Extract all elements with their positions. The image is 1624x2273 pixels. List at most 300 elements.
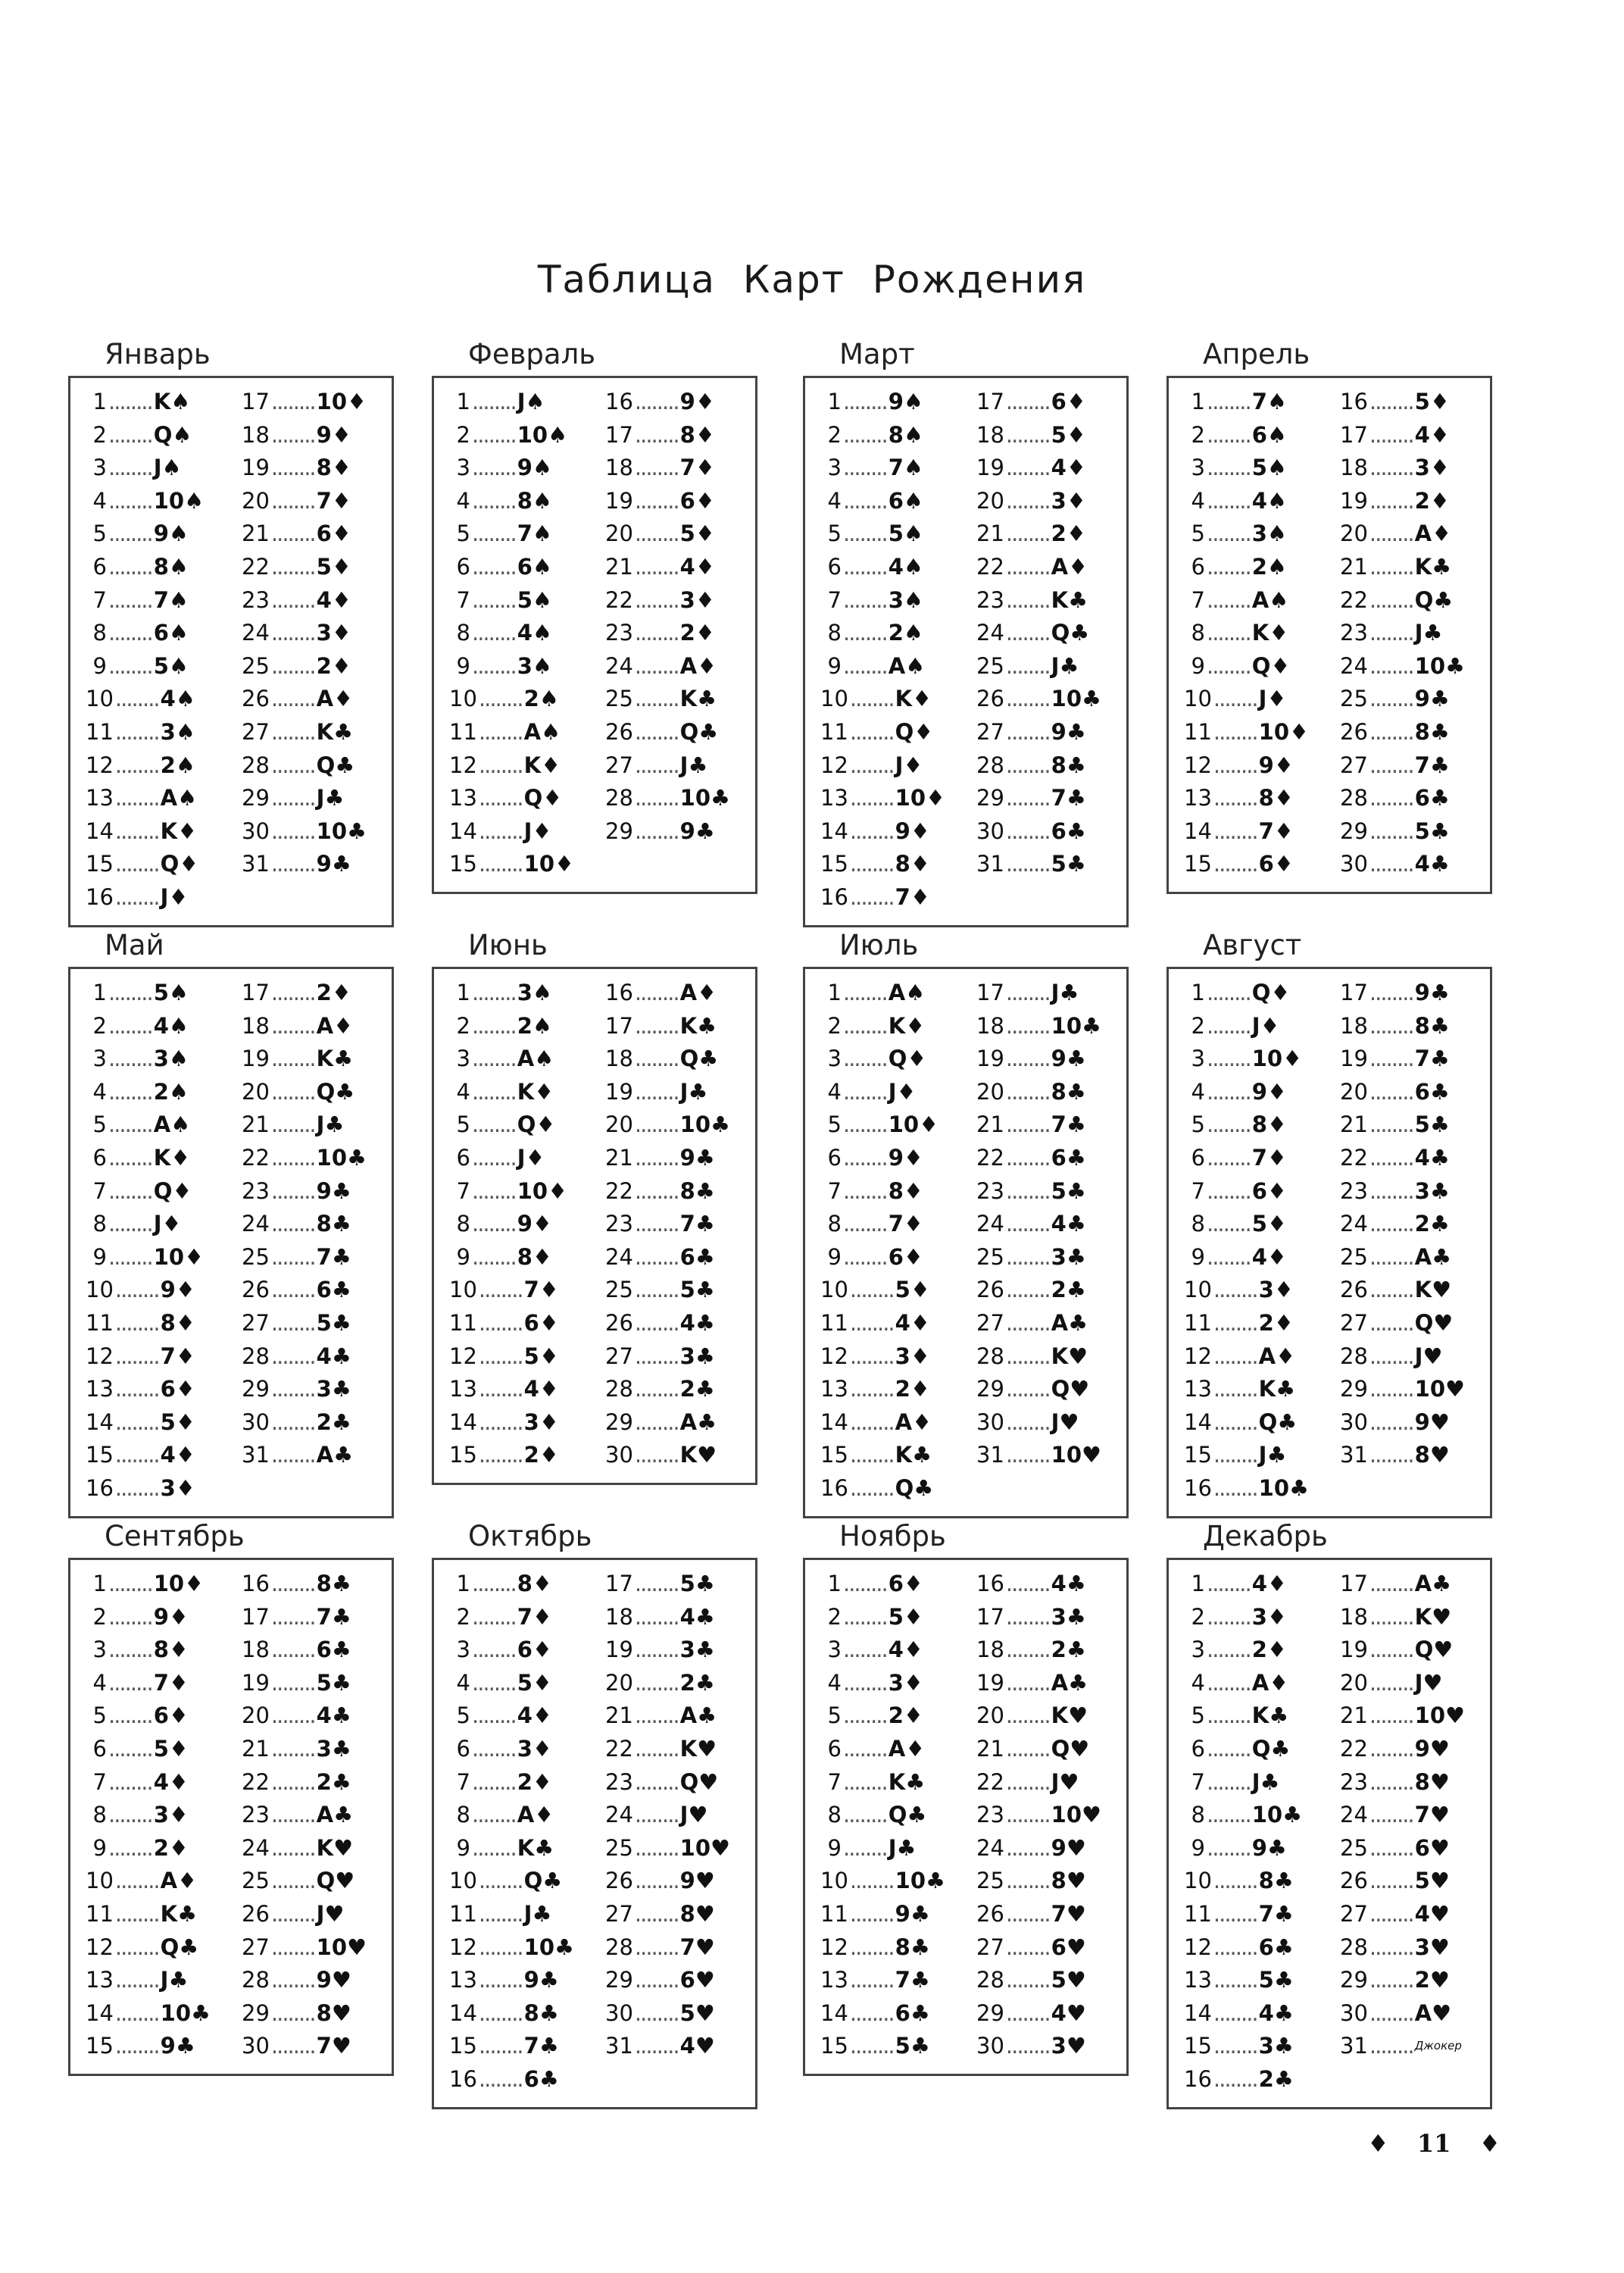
day-entry (820, 1373, 966, 1406)
day-number: 31 (242, 1442, 270, 1468)
leader-dots: ........ (1369, 818, 1413, 844)
birth-card: K♥ (1051, 1343, 1088, 1369)
day-number: 14 (1184, 1999, 1212, 2026)
day-entry (86, 1699, 231, 1733)
day-number: 26 (976, 1277, 1004, 1303)
leader-dots: ........ (270, 652, 315, 679)
day-entry (86, 716, 231, 749)
day-number: 24 (976, 1211, 1004, 1237)
day-entry (820, 1898, 966, 1931)
leader-dots: ........ (1369, 1571, 1413, 1596)
day-entry (449, 1241, 595, 1274)
leader-dots: ........ (1005, 1637, 1050, 1663)
day-entry (449, 1997, 595, 2031)
leader-dots: ........ (270, 1046, 315, 1072)
day-entry (86, 1601, 231, 1634)
day-number: 6 (827, 1144, 842, 1171)
month-label: Март (839, 338, 915, 370)
day-number: 15 (86, 1442, 114, 1468)
leader-dots: ........ (472, 1669, 516, 1696)
leader-dots: ........ (1369, 389, 1413, 414)
leader-dots: ........ (108, 620, 152, 646)
day-number: 21 (976, 1735, 1004, 1762)
birth-card: 9♦ (153, 1603, 189, 1630)
day-column (805, 386, 966, 915)
day-number: 20 (605, 1669, 633, 1696)
birth-card: 8♦ (153, 1637, 189, 1663)
day-number: 7 (92, 1768, 107, 1795)
day-entry (242, 2030, 392, 2063)
leader-dots: ........ (114, 1442, 159, 1468)
day-entry (820, 1733, 966, 1766)
day-number: 24 (1340, 652, 1368, 679)
day-entry (605, 1406, 755, 1440)
leader-dots: ........ (1369, 1177, 1413, 1204)
day-entry (820, 1832, 966, 1865)
day-entry (976, 517, 1126, 551)
leader-dots: ........ (1005, 1669, 1050, 1696)
birth-card: 7♣ (316, 1243, 351, 1270)
birth-card: 6♠ (888, 487, 923, 514)
leader-dots: ........ (270, 1999, 315, 2026)
day-entry (976, 1964, 1126, 1997)
day-entry (976, 1634, 1126, 1667)
birth-card: 5♦ (517, 1669, 552, 1696)
birth-card: 5♦ (1051, 421, 1086, 448)
day-number: 28 (976, 752, 1004, 778)
leader-dots: ........ (270, 1211, 315, 1237)
birth-card: 9♣ (316, 851, 351, 877)
leader-dots: ........ (108, 980, 152, 1005)
birth-card: 6♣ (1414, 785, 1450, 811)
birth-card: 8♣ (679, 1177, 715, 1204)
day-number: 2 (92, 1012, 107, 1039)
leader-dots: ........ (634, 1211, 679, 1237)
birth-card: J♥ (316, 1900, 345, 1927)
birth-card: K♣ (517, 1834, 554, 1861)
day-entry (1340, 815, 1490, 849)
day-number: 31 (242, 851, 270, 877)
day-number: 20 (242, 1078, 270, 1105)
birth-card: J♦ (523, 818, 552, 844)
birth-card: 9♣ (679, 1144, 715, 1171)
day-entry (242, 1010, 392, 1043)
leader-dots: ........ (114, 1900, 159, 1927)
leader-dots: ........ (849, 1934, 894, 1960)
day-entry (242, 782, 392, 815)
leader-dots: ........ (1369, 1934, 1413, 1960)
birth-card: 10♦ (1258, 718, 1310, 745)
day-number: 4 (456, 487, 470, 514)
birth-card: 9♣ (679, 818, 715, 844)
day-number: 26 (242, 1277, 270, 1303)
day-number: 9 (1191, 652, 1205, 679)
birth-card: 3♦ (895, 1343, 930, 1369)
day-entry (1340, 1043, 1490, 1076)
birth-card: 7♠ (153, 586, 189, 613)
leader-dots: ........ (270, 980, 315, 1005)
leader-dots: ........ (1005, 1111, 1050, 1138)
day-number: 9 (827, 652, 842, 679)
birth-card: 8♣ (1051, 1078, 1086, 1105)
day-number: 6 (1191, 553, 1205, 580)
birth-card: 6♣ (523, 2065, 559, 2092)
day-entry (820, 1241, 966, 1274)
day-entry (976, 1439, 1126, 1472)
birth-card: 9♦ (895, 818, 930, 844)
day-entry (242, 1997, 392, 2031)
day-entry (449, 1076, 595, 1109)
leader-dots: ........ (108, 1243, 152, 1270)
day-entry (449, 1340, 595, 1374)
leader-dots: ........ (1213, 686, 1257, 712)
birth-card: 2♠ (1251, 553, 1287, 580)
day-column (595, 386, 755, 881)
day-entry (86, 485, 231, 518)
day-entry (242, 1699, 392, 1733)
leader-dots: ........ (270, 851, 315, 877)
day-entry (242, 1142, 392, 1175)
leader-dots: ........ (634, 521, 679, 547)
day-entry (449, 584, 595, 617)
day-entry (976, 683, 1126, 716)
birth-card: K♦ (888, 1012, 926, 1039)
birth-card: 8♣ (316, 1211, 351, 1237)
day-entry (820, 1865, 966, 1898)
birth-card: 10♥ (1414, 1702, 1466, 1729)
leader-dots: ........ (1005, 818, 1050, 844)
day-number: 23 (1340, 620, 1368, 646)
day-entry (1340, 485, 1490, 518)
day-number: 21 (605, 1702, 633, 1729)
leader-dots: ........ (1369, 1277, 1413, 1303)
day-number: 16 (1184, 2065, 1212, 2092)
day-column (231, 977, 392, 1505)
leader-dots: ........ (849, 686, 894, 712)
leader-dots: ........ (1369, 718, 1413, 745)
day-entry (605, 716, 755, 749)
leader-dots: ........ (478, 1376, 523, 1402)
birth-card: 3♦ (888, 1669, 923, 1696)
birth-card: 8♦ (1258, 785, 1294, 811)
day-number: 12 (820, 1343, 848, 1369)
birth-card: J♣ (1258, 1442, 1287, 1468)
leader-dots: ........ (634, 1277, 679, 1303)
month-block (1166, 1515, 1492, 2109)
day-number: 2 (92, 421, 107, 448)
day-entry (820, 1667, 966, 1700)
day-number: 17 (1340, 980, 1368, 1005)
day-number: 29 (242, 785, 270, 811)
leader-dots: ........ (1005, 1309, 1050, 1336)
leader-dots: ........ (634, 421, 679, 448)
birth-card: Q♥ (1051, 1376, 1090, 1402)
day-number: 26 (1340, 1868, 1368, 1894)
birth-card: 4♣ (1051, 1571, 1086, 1596)
birth-card: A♦ (679, 652, 717, 679)
birth-card: 7♥ (1414, 1802, 1450, 1828)
day-number: 5 (92, 1111, 107, 1138)
leader-dots: ........ (114, 1376, 159, 1402)
day-number: 7 (92, 1177, 107, 1204)
day-entry (1184, 1898, 1329, 1931)
birth-card: 9♣ (1051, 1046, 1086, 1072)
day-number: 29 (976, 1376, 1004, 1402)
day-number: 15 (820, 2033, 848, 2059)
birth-card: K♦ (1251, 620, 1289, 646)
birth-card: Q♠ (153, 421, 192, 448)
day-entry (976, 1799, 1126, 1832)
birth-card: J♦ (517, 1144, 545, 1171)
leader-dots: ........ (108, 1111, 152, 1138)
leader-dots: ........ (1207, 1243, 1251, 1270)
day-number: 20 (976, 1702, 1004, 1729)
day-entry (1340, 1667, 1490, 1700)
birth-card: 3♦ (316, 620, 351, 646)
day-number: 2 (1191, 421, 1205, 448)
day-number: 28 (1340, 1343, 1368, 1369)
leader-dots: ........ (1005, 1702, 1050, 1729)
day-number: 19 (976, 1046, 1004, 1072)
birth-card: A♣ (1051, 1669, 1088, 1696)
day-entry (820, 1340, 966, 1374)
birth-card: 4♣ (316, 1343, 351, 1369)
birth-card: K♦ (523, 752, 561, 778)
leader-dots: ........ (1213, 1999, 1257, 2026)
day-number: 15 (449, 851, 477, 877)
day-column (595, 1568, 755, 2096)
leader-dots: ........ (270, 1078, 315, 1105)
day-entry (976, 716, 1126, 749)
leader-dots: ........ (270, 1900, 315, 1927)
month-table (432, 1558, 757, 2109)
leader-dots: ........ (1005, 586, 1050, 613)
birth-card: 6♠ (1251, 421, 1287, 448)
day-number: 23 (242, 586, 270, 613)
leader-dots: ........ (478, 1999, 523, 2026)
leader-dots: ........ (634, 1012, 679, 1039)
day-number: 19 (242, 455, 270, 481)
birth-card: 2♦ (1414, 487, 1450, 514)
day-entry (1184, 1142, 1329, 1175)
leader-dots: ........ (634, 1309, 679, 1336)
day-column (805, 1568, 966, 2063)
day-number: 17 (605, 1571, 633, 1596)
leader-dots: ........ (1005, 1277, 1050, 1303)
day-number: 13 (449, 1967, 477, 1993)
birth-card: 8♥ (1414, 1442, 1450, 1468)
birth-card: 10♣ (1051, 1012, 1102, 1039)
day-entry (449, 782, 595, 815)
day-number: 27 (1340, 1900, 1368, 1927)
birth-card: J♥ (1414, 1669, 1443, 1696)
page-number: 11 (1416, 2129, 1451, 2158)
birth-card: A♣ (679, 1409, 717, 1435)
birth-card: K♦ (895, 686, 932, 712)
birth-card: 4♣ (1051, 1211, 1086, 1237)
day-number: 15 (86, 851, 114, 877)
leader-dots: ........ (472, 1637, 516, 1663)
day-number: 13 (820, 1376, 848, 1402)
birth-card: 2♠ (523, 686, 559, 712)
day-number: 27 (1340, 1309, 1368, 1336)
day-entry (820, 517, 966, 551)
day-entry (976, 1931, 1126, 1965)
day-entry (605, 1699, 755, 1733)
day-number: 5 (1191, 521, 1205, 547)
day-entry (820, 2030, 966, 2063)
leader-dots: ........ (478, 785, 523, 811)
birth-card: 9♦ (316, 421, 351, 448)
day-number: 10 (820, 686, 848, 712)
day-column (1169, 386, 1329, 881)
birth-card: J♣ (316, 785, 345, 811)
leader-dots: ........ (1005, 1012, 1050, 1039)
day-entry (449, 1964, 595, 1997)
day-number: 3 (827, 1637, 842, 1663)
leader-dots: ........ (1207, 1177, 1251, 1204)
day-entry (605, 1043, 755, 1076)
leader-dots: ........ (472, 553, 516, 580)
birth-card: 2♦ (316, 652, 351, 679)
day-number: 9 (92, 652, 107, 679)
leader-dots: ........ (634, 1571, 679, 1596)
day-number: 21 (1340, 1111, 1368, 1138)
month-block (432, 924, 757, 1485)
day-number: 14 (86, 1409, 114, 1435)
leader-dots: ........ (1207, 1571, 1251, 1596)
day-number: 1 (456, 389, 470, 414)
day-number: 27 (1340, 752, 1368, 778)
day-entry (449, 1699, 595, 1733)
birth-card: 5♦ (1414, 389, 1450, 414)
birth-card: 4♥ (679, 2033, 715, 2059)
day-number: 25 (605, 1834, 633, 1861)
day-entry (86, 551, 231, 584)
day-number: 18 (1340, 455, 1368, 481)
leader-dots: ........ (849, 718, 894, 745)
day-number: 10 (449, 686, 477, 712)
leader-dots: ........ (1005, 686, 1050, 712)
day-entry (820, 848, 966, 881)
day-entry (820, 1439, 966, 1472)
day-entry (976, 1340, 1126, 1374)
day-entry (242, 749, 392, 783)
day-number: 18 (605, 1603, 633, 1630)
leader-dots: ........ (1005, 718, 1050, 745)
day-entry (1184, 1997, 1329, 2031)
day-entry (976, 782, 1126, 815)
leader-dots: ........ (478, 718, 523, 745)
day-entry (86, 584, 231, 617)
leader-dots: ........ (114, 851, 159, 877)
day-entry (449, 1766, 595, 1799)
birth-card: 4♣ (679, 1309, 715, 1336)
birth-card: J♣ (160, 1967, 189, 1993)
day-number: 10 (86, 1868, 114, 1894)
day-number: 22 (1340, 586, 1368, 613)
birth-card: 6♦ (679, 487, 715, 514)
month-block (803, 924, 1129, 1518)
day-entry (605, 1733, 755, 1766)
day-entry (449, 1799, 595, 1832)
day-number: 25 (242, 1868, 270, 1894)
birth-card: 6♣ (1051, 1144, 1086, 1171)
day-number: 12 (1184, 1934, 1212, 1960)
day-entry (242, 1964, 392, 1997)
day-number: 22 (1340, 1144, 1368, 1171)
day-entry (1340, 1108, 1490, 1142)
day-entry (242, 452, 392, 485)
birth-card: 3♣ (1414, 1177, 1450, 1204)
birth-card: 6♦ (523, 1309, 559, 1336)
day-entry (86, 419, 231, 452)
leader-dots: ........ (843, 980, 887, 1005)
leader-dots: ........ (108, 1834, 152, 1861)
day-entry (242, 1667, 392, 1700)
leader-dots: ........ (1207, 1012, 1251, 1039)
day-entry (86, 1733, 231, 1766)
birth-card: 7♦ (517, 1603, 552, 1630)
birth-card: 7♦ (888, 1211, 923, 1237)
day-entry (242, 1601, 392, 1634)
leader-dots: ........ (843, 553, 887, 580)
leader-dots: ........ (1213, 1868, 1257, 1894)
day-entry (605, 1766, 755, 1799)
day-entry (1340, 977, 1490, 1010)
leader-dots: ........ (472, 1802, 516, 1828)
day-entry (976, 2030, 1126, 2063)
birth-card: 6♣ (679, 1243, 715, 1270)
day-number: 11 (820, 1309, 848, 1336)
day-number: 2 (456, 1603, 470, 1630)
day-entry (820, 977, 966, 1010)
birth-card: 6♦ (888, 1571, 923, 1596)
day-number: 12 (449, 1343, 477, 1369)
day-number: 9 (827, 1243, 842, 1270)
day-number: 12 (86, 752, 114, 778)
birth-card: 5♥ (679, 1999, 715, 2026)
birth-card: K♣ (888, 1768, 926, 1795)
leader-dots: ........ (270, 1243, 315, 1270)
birth-card: A♣ (316, 1802, 354, 1828)
day-entry (242, 1406, 392, 1440)
day-entry (976, 386, 1126, 419)
day-number: 16 (976, 1571, 1004, 1596)
day-number: 21 (976, 1111, 1004, 1138)
month-block (803, 1515, 1129, 2076)
day-column (231, 386, 392, 915)
day-number: 18 (976, 1637, 1004, 1663)
birth-card: J♦ (895, 752, 923, 778)
day-entry (1184, 1964, 1329, 1997)
day-number: 12 (449, 1934, 477, 1960)
leader-dots: ........ (1213, 1343, 1257, 1369)
leader-dots: ........ (1207, 1111, 1251, 1138)
day-number: 23 (242, 1802, 270, 1828)
day-entry (449, 650, 595, 683)
day-number: 5 (456, 521, 470, 547)
day-number: 20 (976, 1078, 1004, 1105)
day-entry (605, 1865, 755, 1898)
birth-card: 10♦ (888, 1111, 939, 1138)
birth-card: 10♥ (1414, 1376, 1466, 1402)
month-table (803, 967, 1129, 1518)
birth-card: 9♣ (895, 1900, 930, 1927)
leader-dots: ........ (478, 1409, 523, 1435)
birth-card: 3♥ (1414, 1934, 1450, 1960)
birth-card: Q♦ (153, 1177, 192, 1204)
